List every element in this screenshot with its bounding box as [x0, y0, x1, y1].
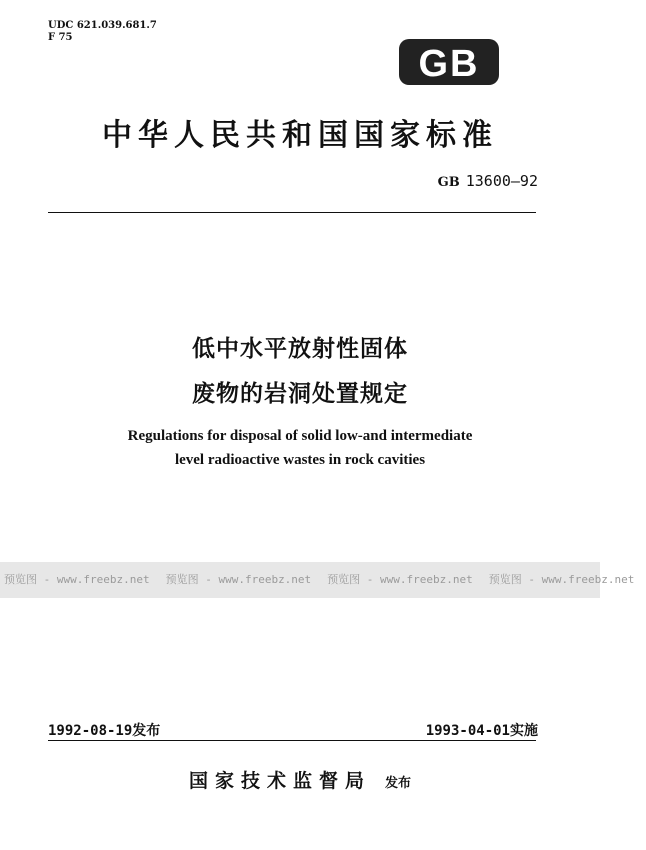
bottom-divider: [48, 740, 536, 741]
standard-number-value: 13600—92: [465, 172, 538, 190]
cn-title-line-1: 低中水平放射性固体: [192, 336, 408, 362]
classification-block: [48, 20, 157, 44]
watermark-text: 预览图 - www.freebz.net: [488, 573, 635, 586]
release-label: 发布: [385, 776, 412, 791]
gb-logo-text: GB: [418, 43, 480, 85]
issuer-name: 国家技术监督局: [188, 770, 371, 792]
issue-date: 1992-08-19发布: [48, 723, 161, 739]
en-title-line-1: Regulations for disposal of solid low-and intermediate: [127, 428, 473, 444]
gb-logo: [398, 38, 500, 86]
top-divider: [48, 212, 536, 213]
effective-date: 1993-04-01实施: [425, 723, 538, 739]
watermark-text: 预览图 - www.freebz.net: [165, 573, 312, 586]
cn-title-line-2: 废物的岩洞处置规定: [192, 381, 408, 407]
standard-number: [438, 172, 538, 190]
standard-number-prefix: GB: [437, 175, 460, 190]
watermark-text: 预览图 - www.freebz.net: [327, 573, 473, 586]
issuer-line: [0, 766, 600, 793]
udc-code: UDC 621.039.681.7: [48, 20, 157, 31]
watermark-band: [0, 562, 635, 598]
watermark-text: 预览图 - www.freebz.net: [4, 573, 150, 586]
class-code: F 75: [48, 32, 73, 43]
standard-title: 中华人民共和国国家标准: [102, 118, 498, 153]
en-title-line-2: level radioactive wastes in rock cavities: [174, 452, 426, 468]
